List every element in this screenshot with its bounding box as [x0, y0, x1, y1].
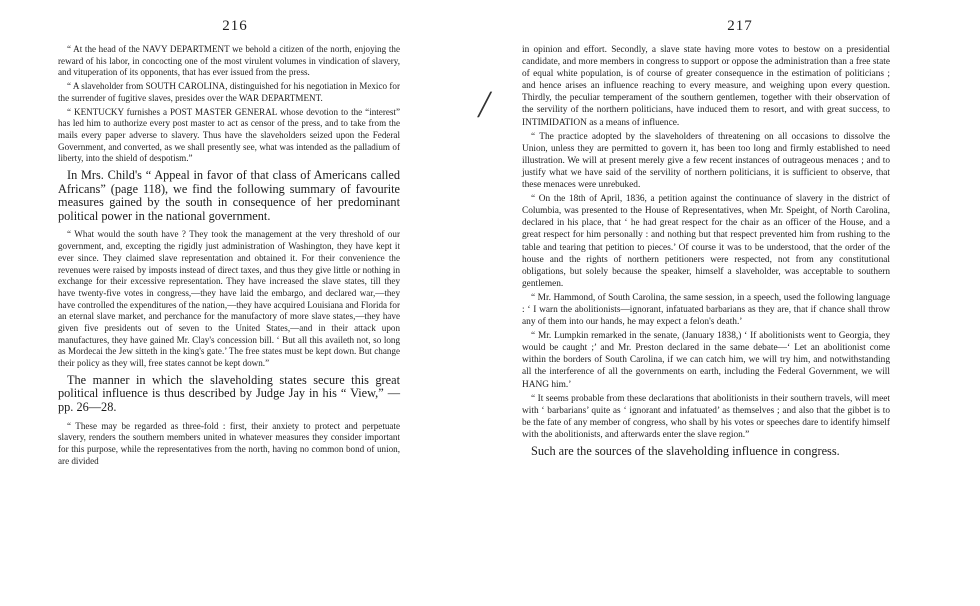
paragraph-opinion-and-effort: in opinion and effort. Secondly, a slave state having more votes to bestow on a presidential candidate, and more members in congress to support or oppose the administration than a free state of equal white population, is of course of greater consequence in the estimation of politicians ; and hence arises an influence reaching to every measure, and weighing upon every question. Thirdly, the peculiar temperament of the southern gentlemen, together with their observation of the servility of the northern politicians, have induced them to resort, and with great success, to INTIMIDATION as a means of influence. [522, 45, 890, 128]
paragraph-navy-department: “ At the head of the NAVY DEPARTMENT we behold a citizen of the north, enjoying the reward of his labor, in concocting one of the most virulent volumes in vindication of slavery, and vituperation of its opponents, that has ever issued from the press. [58, 44, 400, 78]
paragraph-lumpkin-preston: “ Mr. Lumpkin remarked in the senate, (January 1838,) ‘ If abolitionists went to Georgia, they would be caught ;’ and Mr. Preston declared in the same debate—‘ Let an abolitionist come within the borders of South Carolina, if we can catch him, we will try him, and notwithstanding all the interference of all the governments on earth, including the Federal Government, we will HANG him.’ [522, 331, 890, 390]
paragraph-three-fold: “ These may be regarded as three-fold : first, their anxiety to protect and perpetuate slavery, renders the southern members united in whatever measures they consider important for this purpose, while the representatives from the north, having no common bond of union, are divided [58, 420, 400, 466]
paragraph-what-would-south-have: “ What would the south have ? They took the management at the very threshold of our government, and, excepting the rigidly just administration of Washington, they have kept it ever since. They claimed slave representation and obtained it. For their convenience the revenues were raised by imposts instead of direct taxes, and thus they give little or nothing in exchange for their excessive representation. They have increased the slave states, till they have twenty-five votes in congress,—they have laid the embargo, and declared war,—they have controlled the expenditures of the nation,—they have acquired Louisiana and Florida for an eternal slave market, and perchance for the manufactory of more slave states,—they have given five presidents out of seven to the United States,—and in their attack upon manufactures, they have gained Mr. Clay's concession bill. ‘ But all this availeth not, so long as Mordecai the Jew sitteth in the king's gate.’ The free states must be kept down. But change their policy as they will, free states cannot be kept down.” [58, 229, 400, 369]
paragraph-barbarians: “ It seems probable from these declarations that abolitionists in their southern travels, will meet with ‘ barbarians’ quite as ‘ ignorant and infatuated’ as themselves ; and also that the gibbet is to be the fate of any member of congress, who shall by his votes or speeches dare to identify himself with the abolitionists, and afterwards enter the slave region.” [522, 393, 890, 440]
left-page-number: 216 [222, 18, 248, 34]
left-page [0, 0, 470, 606]
paragraph-hammond-speech: “ Mr. Hammond, of South Carolina, the same session, in a speech, used the following language : ‘ I warn the abolitionists—ignorant, infatuated barbarians as they are, that if chance shall throw any of them into our hands, he may expect a felon's death.’ [522, 292, 890, 328]
right-page [500, 0, 980, 606]
paragraph-south-carolina: “ A slaveholder from SOUTH CAROLINA, distinguished for his negotiation in Mexico for the surrender of fugitive slaves, presides over the WAR DEPARTMENT. [58, 81, 400, 103]
paragraph-kentucky: “ KENTUCKY furnishes a POST MASTER GENERAL whose devotion to the “interest” has led him to authorize every post master to act as censor of the press, and to take from the mails every paper adverse to slavery. Thus have the slaveholders seized upon the Federal Government, and converted, as we shall presently see, what was intended as the palladium of liberty, into the shield of despotism.” [58, 106, 400, 164]
left-text-column [58, 44, 400, 469]
paragraph-sources-of-influence: Such are the sources of the slaveholding influence in congress. [531, 444, 840, 458]
gutter-pencil-mark: ╱ [478, 92, 492, 117]
paragraph-mrs-child-appeal: In Mrs. Child's “ Appeal in favor of that class of Americans called Africans” (page 118), we find the following summary of favourite measures gained by the south in consequence of her predominant political power in the national government. [58, 168, 400, 223]
right-text-column [522, 44, 890, 465]
paragraph-speight-petition: “ On the 18th of April, 1836, a petition against the continuance of slavery in the district of Columbia, was presented to the House of Representatives, when Mr. Speight, of North Carolina, declared in his place, that ‘ he had great respect for the chair as an officer of the House, and a great respect for him personally : and nothing but that respect prevented him from rushing to the table and tearing that petition to pieces.’ Of course it was to be understood, that the order of the house and the rights of northern petitioners were respected, not from any constitutional obligations, but solely because the speaker, himself a slaveholder, was acceptable to southern gentlemen. [522, 194, 890, 289]
paragraph-threatening-union: “ The practice adopted by the slaveholders of threatening on all occasions to dissolve the Union, unless they are permitted to govern it, has been too long and firmly established to need illustration. We will at present merely give a few recent instances of outrageous menaces ; and to justify what we have said of the servility of northern politicians, it is sufficient to observe, that these menaces were unrebuked. [522, 131, 890, 191]
right-page-number: 217 [727, 18, 753, 34]
paragraph-judge-jay: The manner in which the slaveholding states secure this great political influence is thus described by Judge Jay in his “ View,” —pp. 26—28. [58, 372, 400, 415]
